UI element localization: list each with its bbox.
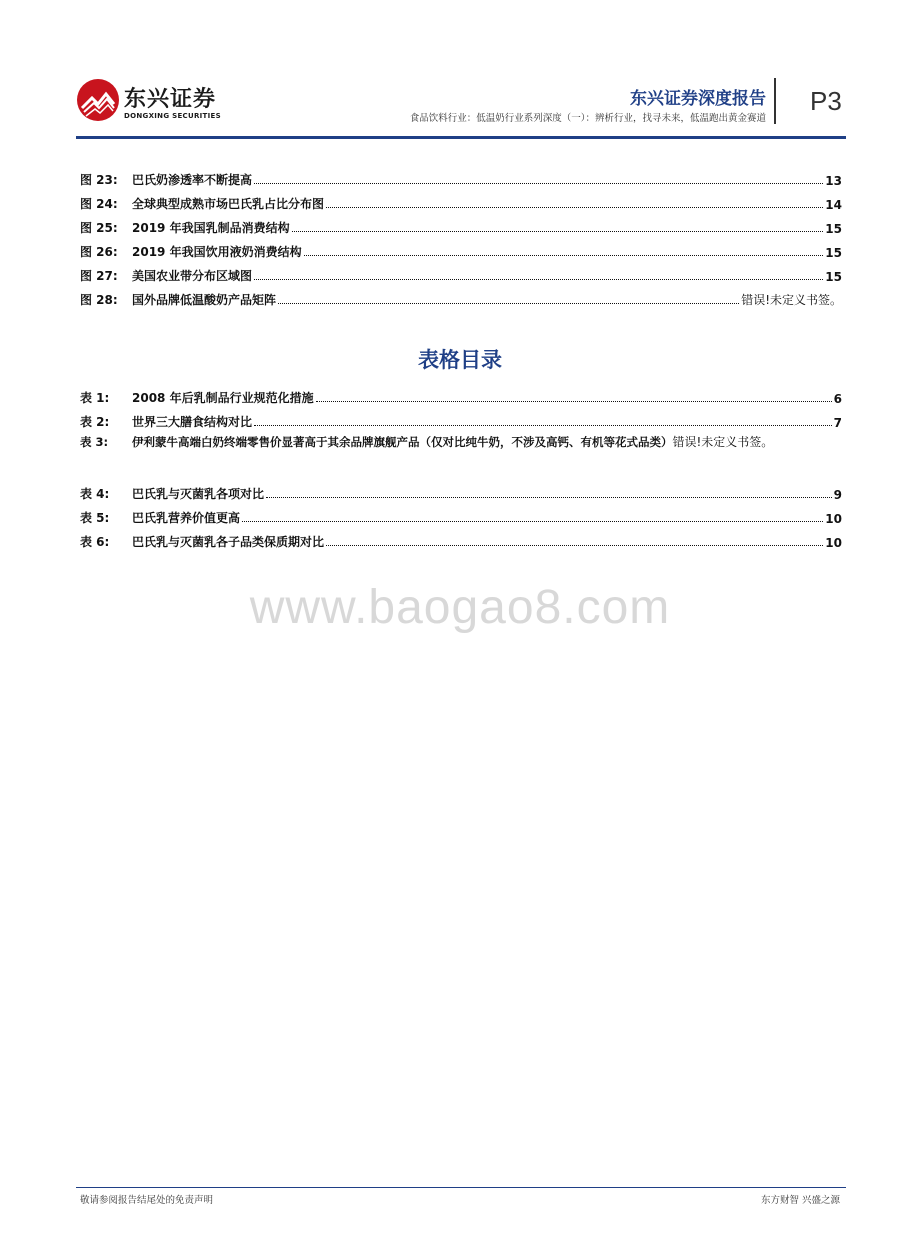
toc-label: 表 3: bbox=[80, 435, 109, 449]
toc-row[interactable] bbox=[80, 188, 842, 212]
company-logo bbox=[76, 78, 226, 128]
toc-page: 10 bbox=[825, 512, 842, 526]
toc-row[interactable] bbox=[80, 478, 842, 502]
toc-label: 表 1: bbox=[80, 391, 110, 405]
toc-leader bbox=[254, 279, 823, 280]
footer-rule bbox=[76, 1187, 846, 1188]
toc-page-error: 错误!未定义书签。 bbox=[741, 293, 842, 307]
figures-toc bbox=[80, 164, 842, 308]
toc-page: 13 bbox=[825, 174, 842, 188]
toc-leader bbox=[326, 545, 823, 546]
toc-label: 图 28: bbox=[80, 293, 118, 307]
toc-leader bbox=[254, 425, 832, 426]
toc-title: 全球典型成熟市场巴氏乳占比分布图 bbox=[132, 197, 325, 211]
watermark: www.baogao8.com bbox=[249, 581, 671, 634]
tables-toc-heading: 表格目录 bbox=[418, 348, 502, 372]
toc-title: 美国农业带分布区域图 bbox=[132, 269, 253, 283]
toc-row[interactable] bbox=[80, 502, 842, 526]
toc-leader bbox=[316, 401, 832, 402]
toc-row[interactable] bbox=[80, 406, 842, 430]
report-subtitle: 食品饮料行业：低温奶行业系列深度（一）：辨析行业，找寻未来，低温跑出黄金赛道 bbox=[409, 113, 766, 124]
toc-label: 图 26: bbox=[80, 245, 118, 259]
toc-label: 表 5: bbox=[80, 511, 110, 525]
toc-title: 2019 年我国饮用液奶消费结构 bbox=[132, 245, 302, 259]
toc-page: 9 bbox=[833, 488, 842, 502]
toc-page: 15 bbox=[825, 246, 842, 260]
toc-label: 图 23: bbox=[80, 173, 118, 187]
toc-page: 6 bbox=[833, 392, 842, 406]
toc-row[interactable] bbox=[80, 236, 842, 260]
logo-chinese-name: 东兴证券 bbox=[124, 87, 217, 112]
toc-title: 2019 年我国乳制品消费结构 bbox=[132, 221, 290, 235]
toc-title: 巴氏乳与灭菌乳各项对比 bbox=[132, 487, 265, 501]
toc-page: 7 bbox=[833, 416, 842, 430]
page-header bbox=[76, 70, 846, 138]
toc-row[interactable] bbox=[80, 284, 842, 308]
toc-title: 伊利蒙牛高端白奶终端零售价显著高于其余品牌旗舰产品（仅对比纯牛奶，不涉及高钙、有机等花式品类） bbox=[132, 435, 673, 449]
dongxing-logo-icon bbox=[76, 78, 120, 122]
toc-label: 图 25: bbox=[80, 221, 118, 235]
toc-row[interactable] bbox=[80, 526, 842, 550]
toc-title: 2008 年后乳制品行业规范化措施 bbox=[132, 391, 314, 405]
report-title: 东兴证券深度报告 bbox=[630, 89, 766, 109]
toc-page: 15 bbox=[825, 222, 842, 236]
toc-title: 国外品牌低温酸奶产品矩阵 bbox=[132, 293, 277, 307]
logo-english-name: DONGXING SECURITIES bbox=[124, 112, 221, 120]
toc-row[interactable] bbox=[80, 430, 842, 478]
footer-slogan: 东方财智 兴盛之源 bbox=[760, 1195, 840, 1206]
page-number: P3 bbox=[810, 86, 842, 116]
toc-label: 图 27: bbox=[80, 269, 118, 283]
tables-toc bbox=[80, 382, 842, 550]
toc-leader bbox=[254, 183, 823, 184]
toc-title: 巴氏乳营养价值更高 bbox=[132, 511, 241, 525]
toc-page: 15 bbox=[825, 270, 842, 284]
toc-title: 世界三大膳食结构对比 bbox=[132, 415, 253, 429]
toc-leader bbox=[304, 255, 824, 256]
toc-page: 14 bbox=[825, 198, 842, 212]
toc-title: 巴氏奶渗透率不断提高 bbox=[132, 173, 253, 187]
toc-label: 表 2: bbox=[80, 415, 110, 429]
toc-leader bbox=[278, 303, 739, 304]
toc-page-error: 错误!未定义书签。 bbox=[672, 435, 774, 449]
toc-page: 10 bbox=[825, 536, 842, 550]
toc-label: 表 4: bbox=[80, 487, 110, 501]
toc-row[interactable] bbox=[80, 260, 842, 284]
toc-row[interactable] bbox=[80, 382, 842, 406]
toc-leader bbox=[266, 497, 832, 498]
header-divider bbox=[774, 78, 776, 124]
toc-label: 表 6: bbox=[80, 535, 110, 549]
footer-disclaimer: 敬请参阅报告结尾处的免责声明 bbox=[80, 1195, 214, 1206]
toc-leader bbox=[326, 207, 823, 208]
toc-title: 巴氏乳与灭菌乳各子品类保质期对比 bbox=[132, 535, 325, 549]
toc-leader bbox=[242, 521, 823, 522]
toc-row[interactable] bbox=[80, 164, 842, 188]
toc-leader bbox=[292, 231, 824, 232]
header-rule bbox=[76, 136, 846, 139]
toc-label: 图 24: bbox=[80, 197, 118, 211]
toc-row[interactable] bbox=[80, 212, 842, 236]
